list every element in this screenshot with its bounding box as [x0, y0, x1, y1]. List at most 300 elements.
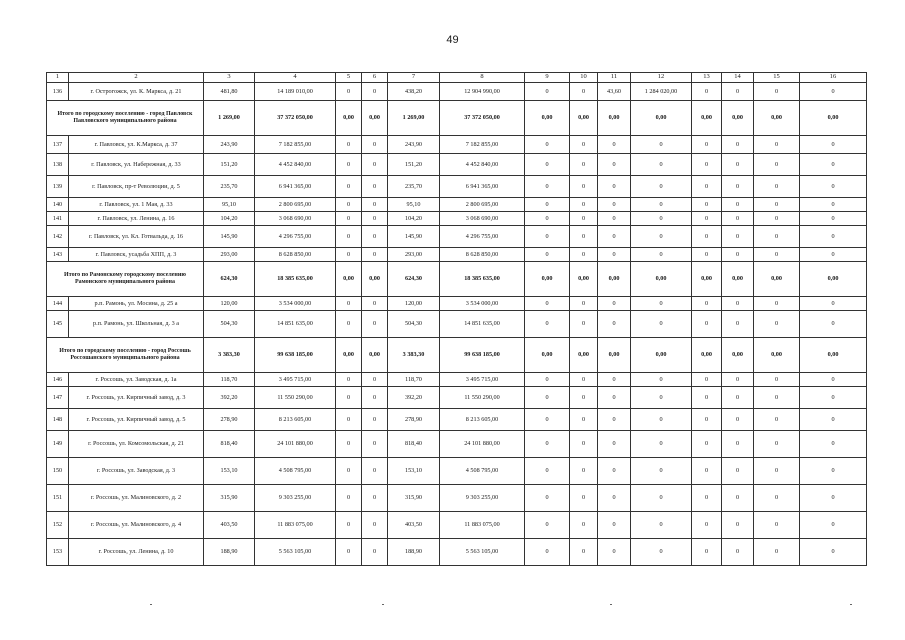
- value-cell: 293,00: [204, 248, 255, 262]
- value-cell: 0: [722, 458, 754, 485]
- value-cell: 0: [598, 539, 631, 566]
- value-cell: 0: [570, 176, 598, 198]
- value-cell: 12 904 990,00: [440, 83, 525, 101]
- address-cell: р.п. Рамонь, ул. Мосина, д. 25 а: [69, 297, 204, 311]
- value-cell: 0: [362, 373, 388, 387]
- value-cell: 0: [570, 226, 598, 248]
- value-cell: 1 269,00: [204, 101, 255, 136]
- value-cell: 0,00: [754, 101, 800, 136]
- value-cell: 0: [722, 431, 754, 458]
- value-cell: 0: [336, 226, 362, 248]
- value-cell: 0: [598, 311, 631, 338]
- value-cell: 0: [722, 297, 754, 311]
- value-cell: 0: [800, 248, 867, 262]
- table-row: [47, 226, 867, 248]
- value-cell: 0: [722, 212, 754, 226]
- value-cell: 0: [570, 539, 598, 566]
- value-cell: 14 851 635,00: [440, 311, 525, 338]
- address-cell: г. Россошь, ул. Ленина, д. 10: [69, 539, 204, 566]
- value-cell: 24 101 880,00: [440, 431, 525, 458]
- column-number: 13: [692, 73, 722, 83]
- value-cell: 0: [754, 485, 800, 512]
- value-cell: 0: [754, 83, 800, 101]
- value-cell: 0: [362, 212, 388, 226]
- value-cell: 0: [598, 373, 631, 387]
- value-cell: 0,00: [692, 338, 722, 373]
- row-number: 153: [47, 539, 69, 566]
- value-cell: 0: [800, 297, 867, 311]
- value-cell: 0: [525, 176, 570, 198]
- value-cell: 0: [598, 176, 631, 198]
- value-cell: 0: [754, 297, 800, 311]
- subtotal-label: Итого по городскому поселению - город Россошь Россошанского муниципального района: [47, 338, 204, 373]
- value-cell: 104,20: [204, 212, 255, 226]
- value-cell: 0: [362, 458, 388, 485]
- value-cell: 0: [692, 485, 722, 512]
- value-cell: 0: [631, 458, 692, 485]
- value-cell: 0: [525, 154, 570, 176]
- value-cell: 11 550 290,00: [255, 387, 336, 409]
- row-number: 150: [47, 458, 69, 485]
- value-cell: 0: [692, 387, 722, 409]
- column-number: 15: [754, 73, 800, 83]
- value-cell: 8 628 850,00: [440, 248, 525, 262]
- column-number: 5: [336, 73, 362, 83]
- value-cell: 0: [362, 311, 388, 338]
- value-cell: 0: [800, 154, 867, 176]
- value-cell: 0,00: [570, 262, 598, 297]
- value-cell: 0,00: [525, 101, 570, 136]
- subtotal-row: [47, 101, 867, 136]
- value-cell: 120,00: [204, 297, 255, 311]
- column-number: 16: [800, 73, 867, 83]
- value-cell: 3 068 690,00: [255, 212, 336, 226]
- value-cell: 4 452 840,00: [255, 154, 336, 176]
- value-cell: 0: [800, 431, 867, 458]
- value-cell: 0,00: [570, 338, 598, 373]
- value-cell: 0,00: [362, 338, 388, 373]
- table-row: [47, 387, 867, 409]
- value-cell: 0: [800, 83, 867, 101]
- value-cell: 0: [800, 387, 867, 409]
- value-cell: 0,00: [754, 338, 800, 373]
- value-cell: 0: [570, 311, 598, 338]
- value-cell: 0: [570, 83, 598, 101]
- address-cell: г. Павловск, ул. Ленина, д. 16: [69, 212, 204, 226]
- value-cell: 0: [800, 311, 867, 338]
- value-cell: 5 563 105,00: [255, 539, 336, 566]
- value-cell: 0: [692, 311, 722, 338]
- value-cell: 0: [598, 458, 631, 485]
- value-cell: 0,00: [362, 262, 388, 297]
- value-cell: 0: [525, 136, 570, 154]
- value-cell: 0: [598, 431, 631, 458]
- row-number: 145: [47, 311, 69, 338]
- value-cell: 0: [754, 539, 800, 566]
- value-cell: 392,20: [388, 387, 440, 409]
- value-cell: 0,00: [362, 101, 388, 136]
- value-cell: 0: [800, 226, 867, 248]
- row-number: 142: [47, 226, 69, 248]
- value-cell: 6 941 365,00: [440, 176, 525, 198]
- value-cell: 0: [336, 198, 362, 212]
- table-row: [47, 297, 867, 311]
- value-cell: 2 800 695,00: [440, 198, 525, 212]
- value-cell: 0: [525, 248, 570, 262]
- address-cell: г. Павловск, ул. 1 Мая, д. 33: [69, 198, 204, 212]
- value-cell: 0,00: [336, 101, 362, 136]
- value-cell: 403,50: [204, 512, 255, 539]
- value-cell: 153,10: [204, 458, 255, 485]
- value-cell: 235,70: [204, 176, 255, 198]
- column-number: 9: [525, 73, 570, 83]
- column-number: 2: [69, 73, 204, 83]
- value-cell: 0: [362, 431, 388, 458]
- column-number: 12: [631, 73, 692, 83]
- value-cell: 0,00: [598, 262, 631, 297]
- value-cell: 0: [525, 458, 570, 485]
- value-cell: 4 296 755,00: [255, 226, 336, 248]
- value-cell: 243,90: [204, 136, 255, 154]
- value-cell: 0: [800, 136, 867, 154]
- value-cell: 0,00: [692, 262, 722, 297]
- table-row: [47, 311, 867, 338]
- value-cell: 0: [692, 431, 722, 458]
- value-cell: 0: [754, 512, 800, 539]
- value-cell: 481,80: [204, 83, 255, 101]
- value-cell: 0,00: [631, 338, 692, 373]
- value-cell: 0: [525, 431, 570, 458]
- value-cell: 0: [362, 154, 388, 176]
- value-cell: 0: [525, 311, 570, 338]
- value-cell: 0: [362, 136, 388, 154]
- value-cell: 0: [692, 176, 722, 198]
- value-cell: 0: [362, 387, 388, 409]
- value-cell: 0: [336, 539, 362, 566]
- value-cell: 0: [362, 409, 388, 431]
- value-cell: 0: [362, 297, 388, 311]
- row-number: 151: [47, 485, 69, 512]
- value-cell: 11 550 290,00: [440, 387, 525, 409]
- row-number: 137: [47, 136, 69, 154]
- value-cell: 0,00: [631, 262, 692, 297]
- value-cell: 0: [336, 311, 362, 338]
- row-number: 147: [47, 387, 69, 409]
- address-cell: г. Павловск, ул. К.Маркса, д. 37: [69, 136, 204, 154]
- column-number: 7: [388, 73, 440, 83]
- value-cell: 0: [336, 373, 362, 387]
- value-cell: 151,20: [388, 154, 440, 176]
- value-cell: 0,00: [336, 262, 362, 297]
- value-cell: 0: [598, 297, 631, 311]
- value-cell: 0: [598, 198, 631, 212]
- value-cell: 0: [722, 373, 754, 387]
- page-number: 49: [446, 34, 459, 46]
- value-cell: 0: [754, 136, 800, 154]
- value-cell: 0: [336, 136, 362, 154]
- column-number-row: [47, 73, 867, 83]
- value-cell: 0: [631, 409, 692, 431]
- value-cell: 0: [631, 539, 692, 566]
- address-cell: г. Россошь, ул. Кирпичный завод, д. 5: [69, 409, 204, 431]
- value-cell: 0: [525, 212, 570, 226]
- value-cell: 0: [631, 136, 692, 154]
- value-cell: 0: [570, 297, 598, 311]
- value-cell: 0: [362, 512, 388, 539]
- value-cell: 0: [754, 154, 800, 176]
- value-cell: 5 563 105,00: [440, 539, 525, 566]
- value-cell: 0: [570, 248, 598, 262]
- value-cell: 0: [754, 409, 800, 431]
- value-cell: 0: [631, 387, 692, 409]
- value-cell: 43,60: [598, 83, 631, 101]
- value-cell: 118,70: [204, 373, 255, 387]
- table-row: [47, 512, 867, 539]
- value-cell: 818,40: [388, 431, 440, 458]
- value-cell: 0: [631, 512, 692, 539]
- value-cell: 0: [722, 248, 754, 262]
- value-cell: 0: [336, 512, 362, 539]
- value-cell: 153,10: [388, 458, 440, 485]
- value-cell: 0: [598, 248, 631, 262]
- value-cell: 3 383,30: [388, 338, 440, 373]
- value-cell: 0: [362, 198, 388, 212]
- value-cell: 0: [570, 198, 598, 212]
- value-cell: 7 182 855,00: [255, 136, 336, 154]
- value-cell: 0: [570, 431, 598, 458]
- value-cell: 0: [722, 198, 754, 212]
- value-cell: 0: [692, 373, 722, 387]
- column-number: 14: [722, 73, 754, 83]
- value-cell: 0: [754, 311, 800, 338]
- value-cell: 0: [336, 248, 362, 262]
- value-cell: 0: [692, 136, 722, 154]
- value-cell: 293,00: [388, 248, 440, 262]
- value-cell: 0,00: [800, 101, 867, 136]
- value-cell: 0,00: [754, 262, 800, 297]
- value-cell: 120,00: [388, 297, 440, 311]
- value-cell: 0: [692, 458, 722, 485]
- value-cell: 0,00: [336, 338, 362, 373]
- value-cell: 37 372 050,00: [255, 101, 336, 136]
- value-cell: 504,30: [388, 311, 440, 338]
- value-cell: 0: [525, 373, 570, 387]
- value-cell: 4 452 840,00: [440, 154, 525, 176]
- value-cell: 0: [800, 373, 867, 387]
- address-cell: г. Россошь, ул. Кирпичный завод, д. 3: [69, 387, 204, 409]
- value-cell: 18 385 635,00: [440, 262, 525, 297]
- table-row: [47, 373, 867, 387]
- value-cell: 0: [336, 83, 362, 101]
- value-cell: 438,20: [388, 83, 440, 101]
- value-cell: 0: [570, 154, 598, 176]
- value-cell: 624,30: [204, 262, 255, 297]
- value-cell: 0: [800, 409, 867, 431]
- address-cell: г. Россошь, ул. Комсомольская, д. 21: [69, 431, 204, 458]
- value-cell: 0: [631, 154, 692, 176]
- value-cell: 0,00: [722, 338, 754, 373]
- value-cell: 0: [722, 485, 754, 512]
- value-cell: 0,00: [722, 101, 754, 136]
- value-cell: 0: [692, 539, 722, 566]
- value-cell: 0: [754, 176, 800, 198]
- value-cell: 0: [336, 154, 362, 176]
- value-cell: 0: [722, 154, 754, 176]
- table-row: [47, 431, 867, 458]
- table-row: [47, 485, 867, 512]
- column-number: 11: [598, 73, 631, 83]
- value-cell: 145,90: [388, 226, 440, 248]
- value-cell: 403,50: [388, 512, 440, 539]
- value-cell: 8 628 850,00: [255, 248, 336, 262]
- value-cell: 0: [598, 136, 631, 154]
- value-cell: 0: [631, 297, 692, 311]
- subtotal-row: [47, 338, 867, 373]
- value-cell: 1 284 020,00: [631, 83, 692, 101]
- address-cell: г. Павловск, пр-т Революции, д. 5: [69, 176, 204, 198]
- value-cell: 18 385 635,00: [255, 262, 336, 297]
- value-cell: 8 213 605,00: [440, 409, 525, 431]
- value-cell: 0: [754, 226, 800, 248]
- value-cell: 243,90: [388, 136, 440, 154]
- table-row: [47, 83, 867, 101]
- value-cell: 0: [336, 297, 362, 311]
- value-cell: 0: [570, 373, 598, 387]
- address-cell: г. Павловск, усадьба ХПП, д. 3: [69, 248, 204, 262]
- value-cell: 8 213 605,00: [255, 409, 336, 431]
- value-cell: 315,90: [388, 485, 440, 512]
- column-number: 8: [440, 73, 525, 83]
- row-number: 136: [47, 83, 69, 101]
- value-cell: 235,70: [388, 176, 440, 198]
- value-cell: 0: [631, 485, 692, 512]
- value-cell: 0,00: [525, 262, 570, 297]
- value-cell: 0: [362, 176, 388, 198]
- value-cell: 0: [800, 485, 867, 512]
- value-cell: 0: [336, 212, 362, 226]
- value-cell: 0: [692, 409, 722, 431]
- value-cell: 188,90: [388, 539, 440, 566]
- table-row: [47, 409, 867, 431]
- value-cell: 151,20: [204, 154, 255, 176]
- value-cell: 6 941 365,00: [255, 176, 336, 198]
- value-cell: 0: [754, 387, 800, 409]
- row-number: 146: [47, 373, 69, 387]
- value-cell: 0: [336, 387, 362, 409]
- value-cell: 0: [722, 226, 754, 248]
- value-cell: 0: [754, 431, 800, 458]
- value-cell: 278,90: [388, 409, 440, 431]
- value-cell: 104,20: [388, 212, 440, 226]
- address-cell: г. Павловск, ул. Кл. Готвальда, д. 16: [69, 226, 204, 248]
- value-cell: 3 383,30: [204, 338, 255, 373]
- value-cell: 0,00: [598, 101, 631, 136]
- value-cell: 0: [362, 539, 388, 566]
- value-cell: 11 883 075,00: [440, 512, 525, 539]
- value-cell: 0: [754, 212, 800, 226]
- row-number: 138: [47, 154, 69, 176]
- value-cell: 0: [722, 409, 754, 431]
- value-cell: 0: [525, 512, 570, 539]
- value-cell: 0: [336, 409, 362, 431]
- scan-artifacts: [0, 604, 905, 608]
- value-cell: 11 883 075,00: [255, 512, 336, 539]
- value-cell: 0,00: [692, 101, 722, 136]
- value-cell: 0,00: [722, 262, 754, 297]
- value-cell: 0: [722, 83, 754, 101]
- table-row: [47, 198, 867, 212]
- value-cell: 9 303 255,00: [255, 485, 336, 512]
- value-cell: 0: [692, 226, 722, 248]
- value-cell: 2 800 695,00: [255, 198, 336, 212]
- value-cell: 0: [525, 409, 570, 431]
- value-cell: 37 372 050,00: [440, 101, 525, 136]
- value-cell: 0: [336, 176, 362, 198]
- value-cell: 0: [800, 212, 867, 226]
- value-cell: 0,00: [631, 101, 692, 136]
- value-cell: 0: [754, 198, 800, 212]
- value-cell: 0: [692, 248, 722, 262]
- value-cell: 145,90: [204, 226, 255, 248]
- value-cell: 14 189 010,00: [255, 83, 336, 101]
- address-cell: г. Россошь, ул. Заводская, д. 1а: [69, 373, 204, 387]
- value-cell: 392,20: [204, 387, 255, 409]
- value-cell: 95,10: [388, 198, 440, 212]
- table-row: [47, 248, 867, 262]
- value-cell: 624,30: [388, 262, 440, 297]
- value-cell: 0,00: [800, 262, 867, 297]
- value-cell: 188,90: [204, 539, 255, 566]
- value-cell: 0,00: [800, 338, 867, 373]
- value-cell: 0: [525, 83, 570, 101]
- address-cell: г. Россошь, ул. Заводская, д. 3: [69, 458, 204, 485]
- value-cell: 0: [631, 212, 692, 226]
- table-row: [47, 212, 867, 226]
- value-cell: 0: [800, 539, 867, 566]
- column-number: 3: [204, 73, 255, 83]
- value-cell: 0,00: [525, 338, 570, 373]
- row-number: 139: [47, 176, 69, 198]
- value-cell: 0: [722, 512, 754, 539]
- value-cell: 0: [525, 226, 570, 248]
- value-cell: 9 303 255,00: [440, 485, 525, 512]
- address-cell: г. Павловск, ул. Набережная, д. 33: [69, 154, 204, 176]
- row-number: 141: [47, 212, 69, 226]
- value-cell: 0: [800, 198, 867, 212]
- subtotal-label: Итого по Рамонскому городскому поселению Рамонского муниципального района: [47, 262, 204, 297]
- value-cell: 4 508 795,00: [255, 458, 336, 485]
- value-cell: 3 495 715,00: [440, 373, 525, 387]
- address-cell: г. Россошь, ул. Малиновского, д. 2: [69, 485, 204, 512]
- value-cell: 0: [362, 248, 388, 262]
- table-row: [47, 458, 867, 485]
- value-cell: 0: [336, 458, 362, 485]
- value-cell: 99 638 185,00: [255, 338, 336, 373]
- value-cell: 315,90: [204, 485, 255, 512]
- row-number: 148: [47, 409, 69, 431]
- value-cell: 0: [525, 387, 570, 409]
- value-cell: 0: [570, 485, 598, 512]
- value-cell: 0: [570, 458, 598, 485]
- value-cell: 0: [692, 512, 722, 539]
- row-number: 143: [47, 248, 69, 262]
- address-cell: р.п. Рамонь, ул. Школьная, д. 3 а: [69, 311, 204, 338]
- value-cell: 3 534 000,00: [440, 297, 525, 311]
- value-cell: 0: [598, 387, 631, 409]
- value-cell: 0: [570, 136, 598, 154]
- value-cell: 0: [722, 387, 754, 409]
- value-cell: 0: [692, 83, 722, 101]
